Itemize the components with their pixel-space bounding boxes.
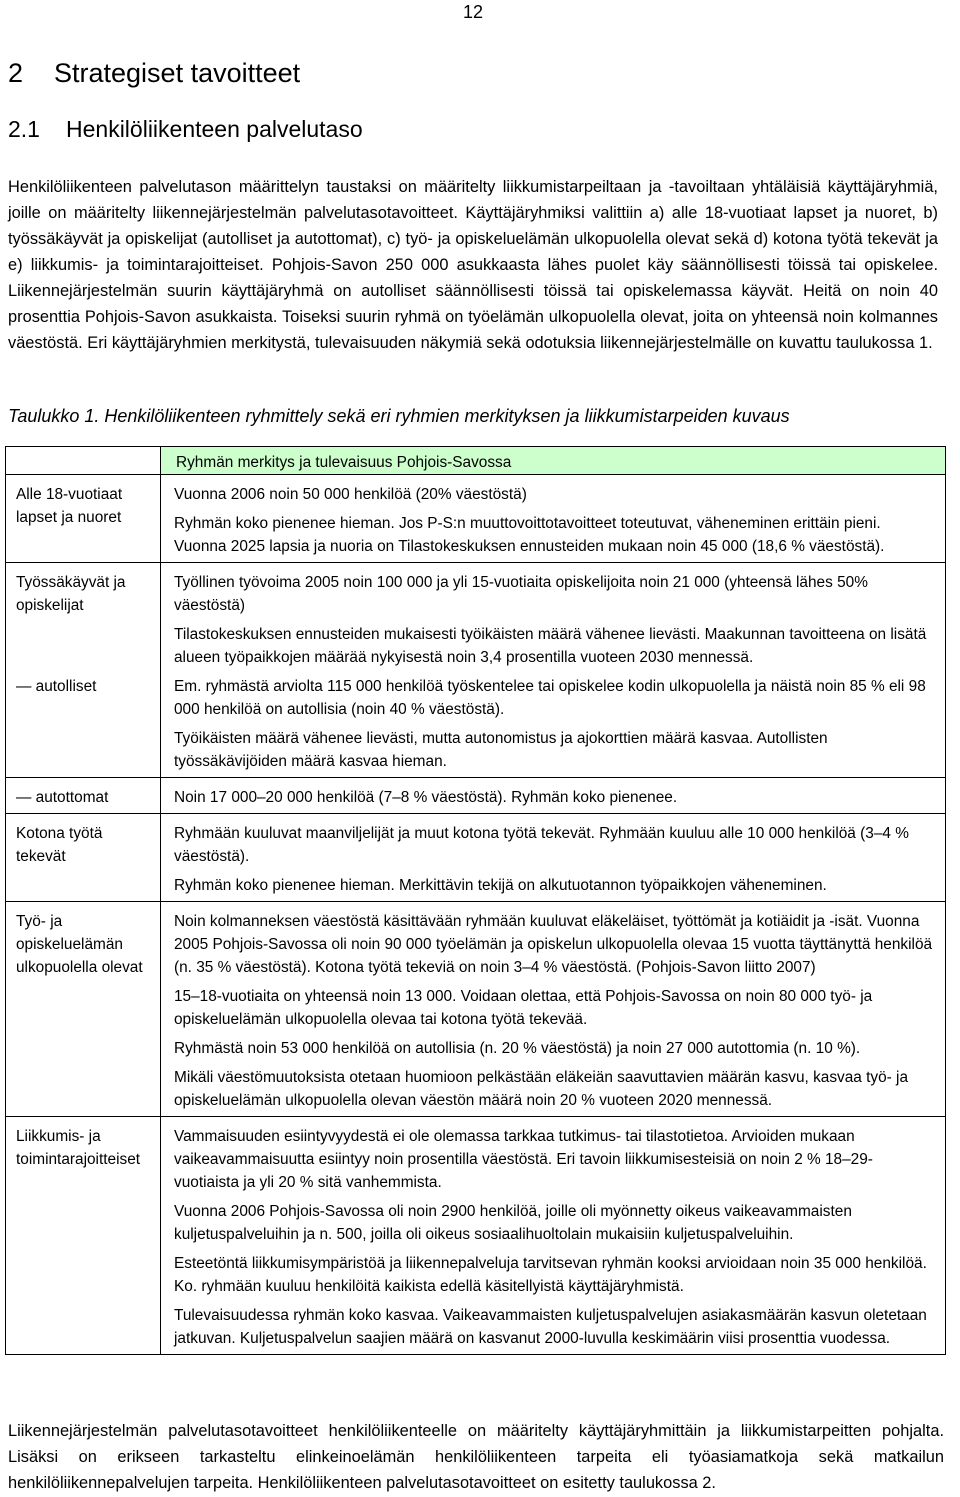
group-label-cell (6, 475, 161, 563)
group-label: Alle 18-vuotiaat lapset ja nuoret (16, 486, 123, 526)
group-label-cell (6, 902, 161, 1117)
group-label: Kotona työtä tekevät (16, 825, 103, 865)
section-number: 2 (8, 58, 24, 88)
group-label-cell (6, 1117, 161, 1355)
description-paragraph: Tilastokeskuksen ennusteiden mukaisesti työikäisten määrä vähenee lievästi. Maakunnan tavoitteena on lisätä alueen työpaikkojen määrää nykyisestä noin 3,4 prosentilla vuoteen 2030 mennessä. (174, 626, 927, 666)
description-paragraph: Vuonna 2006 noin 50 000 henkilöä (20% väestöstä) (174, 486, 527, 503)
description-paragraph: Tulevaisuudessa ryhmän koko kasvaa. Vaikeavammaisten kuljetuspalvelujen asiakasmäärän kasvun oletetaan jatkuvan. Kuljetuspalvelun saajien määrä on kasvanut 2000-luvulla keskimäärin viisi prosenttia vuodessa. (174, 1307, 927, 1347)
description-paragraph: Noin kolmanneksen väestöstä käsittävään ryhmään kuuluvat eläkeläiset, työttömät ja kotiäidit ja -isät. Vuonna 2005 Pohjois-Savossa oli noin 90 000 työelämän ja opiskelun ulkopuolella olevaa 15 vuotta täyttänyttä henkilöä (n. 35 % väestöstä). Kotona työtä tekeviä on noin 3–4 % väestöstä. (Pohjois-Savon liitto 2007) (174, 913, 933, 976)
group-description-cell (161, 778, 946, 814)
description-paragraph: Mikäli väestömuutoksista otetaan huomioon pelkästään eläkeiän saavuttavien määrän kasvu, kasvaa työ- ja opiskeluelämän ulkopuolella olevan väestön määrä noin 20 % vuoteen 2020 mennessä. (174, 1069, 909, 1109)
table-header: Ryhmän merkitys ja tulevaisuus Pohjois-Savossa (161, 447, 946, 475)
section-title: Strategiset tavoitteet (54, 58, 301, 88)
subsection-heading (8, 116, 363, 143)
sub-group-label: — autolliset (16, 678, 97, 695)
description-paragraph: 15–18-vuotiaita on yhteensä noin 13 000. Voidaan olettaa, että Pohjois-Savossa on noin 80 000 työ- ja opiskeluelämän ulkopuolella olevaa tai kotona työtä tekevää. (174, 988, 873, 1028)
table-row (6, 902, 946, 1117)
description-paragraph: Työikäisten määrä vähenee lievästi, mutta autonomistus ja ajokorttien määrä kasvaa. Autollisten työssäkävijöiden määrä kasvaa hieman. (174, 730, 828, 770)
subsection-number: 2.1 (8, 116, 40, 142)
description-paragraph: Työllinen työvoima 2005 noin 100 000 ja yli 15-vuotiaita opiskelijoita noin 21 000 (yhteensä lähes 50% väestöstä) (174, 574, 868, 614)
table-row (6, 814, 946, 902)
group-label-cell (6, 778, 161, 814)
table-caption: Taulukko 1. Henkilöliikenteen ryhmittely sekä eri ryhmien merkityksen ja liikkumistarpeiden kuvaus (8, 406, 790, 426)
group-label: — autottomat (16, 789, 109, 806)
table-body (6, 475, 946, 1355)
group-description-cell (161, 814, 946, 902)
subsection-title: Henkilöliikenteen palvelutaso (66, 116, 363, 142)
table-header-row (6, 447, 946, 475)
table-row (6, 563, 946, 778)
group-label: Työ- ja opiskeluelämän ulkopuolella olevat (16, 913, 143, 976)
group-label-cell (6, 814, 161, 902)
intro-paragraph: Henkilöliikenteen palvelutason määrittelyn taustaksi on määritelty liikkumistarpeiltaan ja -tavoiltaan yhtäläisiä käyttäjäryhmiä, joille on määritelty liikennejärjestelmän palvelutasotavoitteet. Käyttäjäryhmiksi valittiin a) alle 18-vuotiaat lapset ja nuoret, b) työssäkäyvät ja opiskelijat (autolliset ja autottomat), c) työ- ja opiskeluelämän ulkopuolella olevat sekä d) kotona työtä tekevät ja e) liikkumis- ja toimintarajoitteiset. Pohjois-Savon 250 000 asukkaasta lähes puolet käy säännöllisesti töissä tai opiskelee. Liikennejärjestelmän suurin käyttäjäryhmä on autolliset säännöllisesti töissä tai opiskelemassa käyvät. Heitä on noin 40 prosenttia Pohjois-Savon asukkaista. Toiseksi suurin ryhmä on työelämän ulkopuolella olevat, joita on yhteensä noin kolmannes väestöstä. Eri käyttäjäryhmien merkitystä, tulevaisuuden näkymiä sekä odotuksia liikennejärjestelmälle on kuvattu taulukossa 1. (8, 178, 938, 352)
description-paragraph: Vuonna 2006 Pohjois-Savossa oli noin 2900 henkilöä, joille oli myönnetty oikeus vaikeavammaisten kuljetuspalveluihin ja n. 500, joilla oli oikeus sosiaalihuoltolain mukaisiin kuljetuspalveluihin. (174, 1203, 852, 1243)
description-paragraph: Noin 17 000–20 000 henkilöä (7–8 % väestöstä). Ryhmän koko pienenee. (174, 789, 678, 806)
group-label: Liikkumis- ja toimintarajoitteiset (16, 1128, 141, 1168)
description-paragraph: Ryhmän koko pienenee hieman. Merkittävin tekijä on alkutuotannon työpaikkojen väheneminen. (174, 877, 827, 894)
sub-group-block (174, 675, 935, 773)
outro-paragraph: Liikennejärjestelmän palvelutasotavoitteet henkilöliikenteelle on määritelty käyttäjäryhmittäin ja liikkumistarpeitten pohjalta. Lisäksi on erikseen tarkasteltu elinkeinoelämän henkilöliikenteen tarpeita eli työasiamatkoja sekä matkailun henkilöliikennepalvelujen tarpeita. Henkilöliikenteen palvelutasotavoitteet on esitetty taulukossa 2. (8, 1422, 944, 1492)
table-row (6, 1117, 946, 1355)
section-heading (8, 58, 300, 89)
header-empty-cell (6, 447, 161, 475)
table-row (6, 475, 946, 563)
group-description-cell (161, 1117, 946, 1355)
description-paragraph: Esteetöntä liikkumisympäristöä ja liikennepalveluja tarvitsevan ryhmän kooksi arvioidaan noin 35 000 henkilöä. Ko. ryhmään kuuluu henkilöitä kaikista edellä käsitellyistä käyttäjäryhmistä. (174, 1255, 927, 1295)
group-description-cell (161, 475, 946, 563)
page-number: 12 (462, 2, 483, 22)
group-label: Työssäkäyvät ja opiskelijat (16, 574, 126, 614)
table-row (6, 778, 946, 814)
group-description-cell (161, 563, 946, 778)
description-paragraph: Ryhmästä noin 53 000 henkilöä on autollisia (n. 20 % väestöstä) ja noin 27 000 autottomia (n. 10 %). (174, 1040, 861, 1057)
description-paragraph: Em. ryhmästä arviolta 115 000 henkilöä työskentelee tai opiskelee kodin ulkopuolella ja näistä noin 85 % eli 98 000 henkilöä on autollisia (noin 40 % väestöstä). (174, 678, 926, 718)
user-groups-table (5, 446, 946, 1355)
group-label-cell (6, 563, 161, 778)
group-description-cell (161, 902, 946, 1117)
description-paragraph: Ryhmään kuuluvat maanviljelijät ja muut kotona työtä tekevät. Ryhmään kuuluu alle 10 000 henkilöä (3–4 % väestöstä). (174, 825, 909, 865)
description-paragraph: Vammaisuuden esiintyvyydestä ei ole olemassa tarkkaa tutkimus- tai tilastotietoa. Arvioiden mukaan vaikeavammaisuutta esiintyy noin prosentilla väestöstä. Eri tavoin liikkumisesteisiä on noin 2 % 18–29-vuotiaista ja yli 20 % sitä vanhemmista. (174, 1128, 873, 1191)
description-paragraph: Ryhmän koko pienenee hieman. Jos P-S:n muuttovoittotavoitteet toteutuvat, väheneminen erittäin pieni. Vuonna 2025 lapsia ja nuoria on Tilastokeskuksen ennusteiden mukaan noin 45 000 (18,6 % väestöstä). (174, 515, 885, 555)
